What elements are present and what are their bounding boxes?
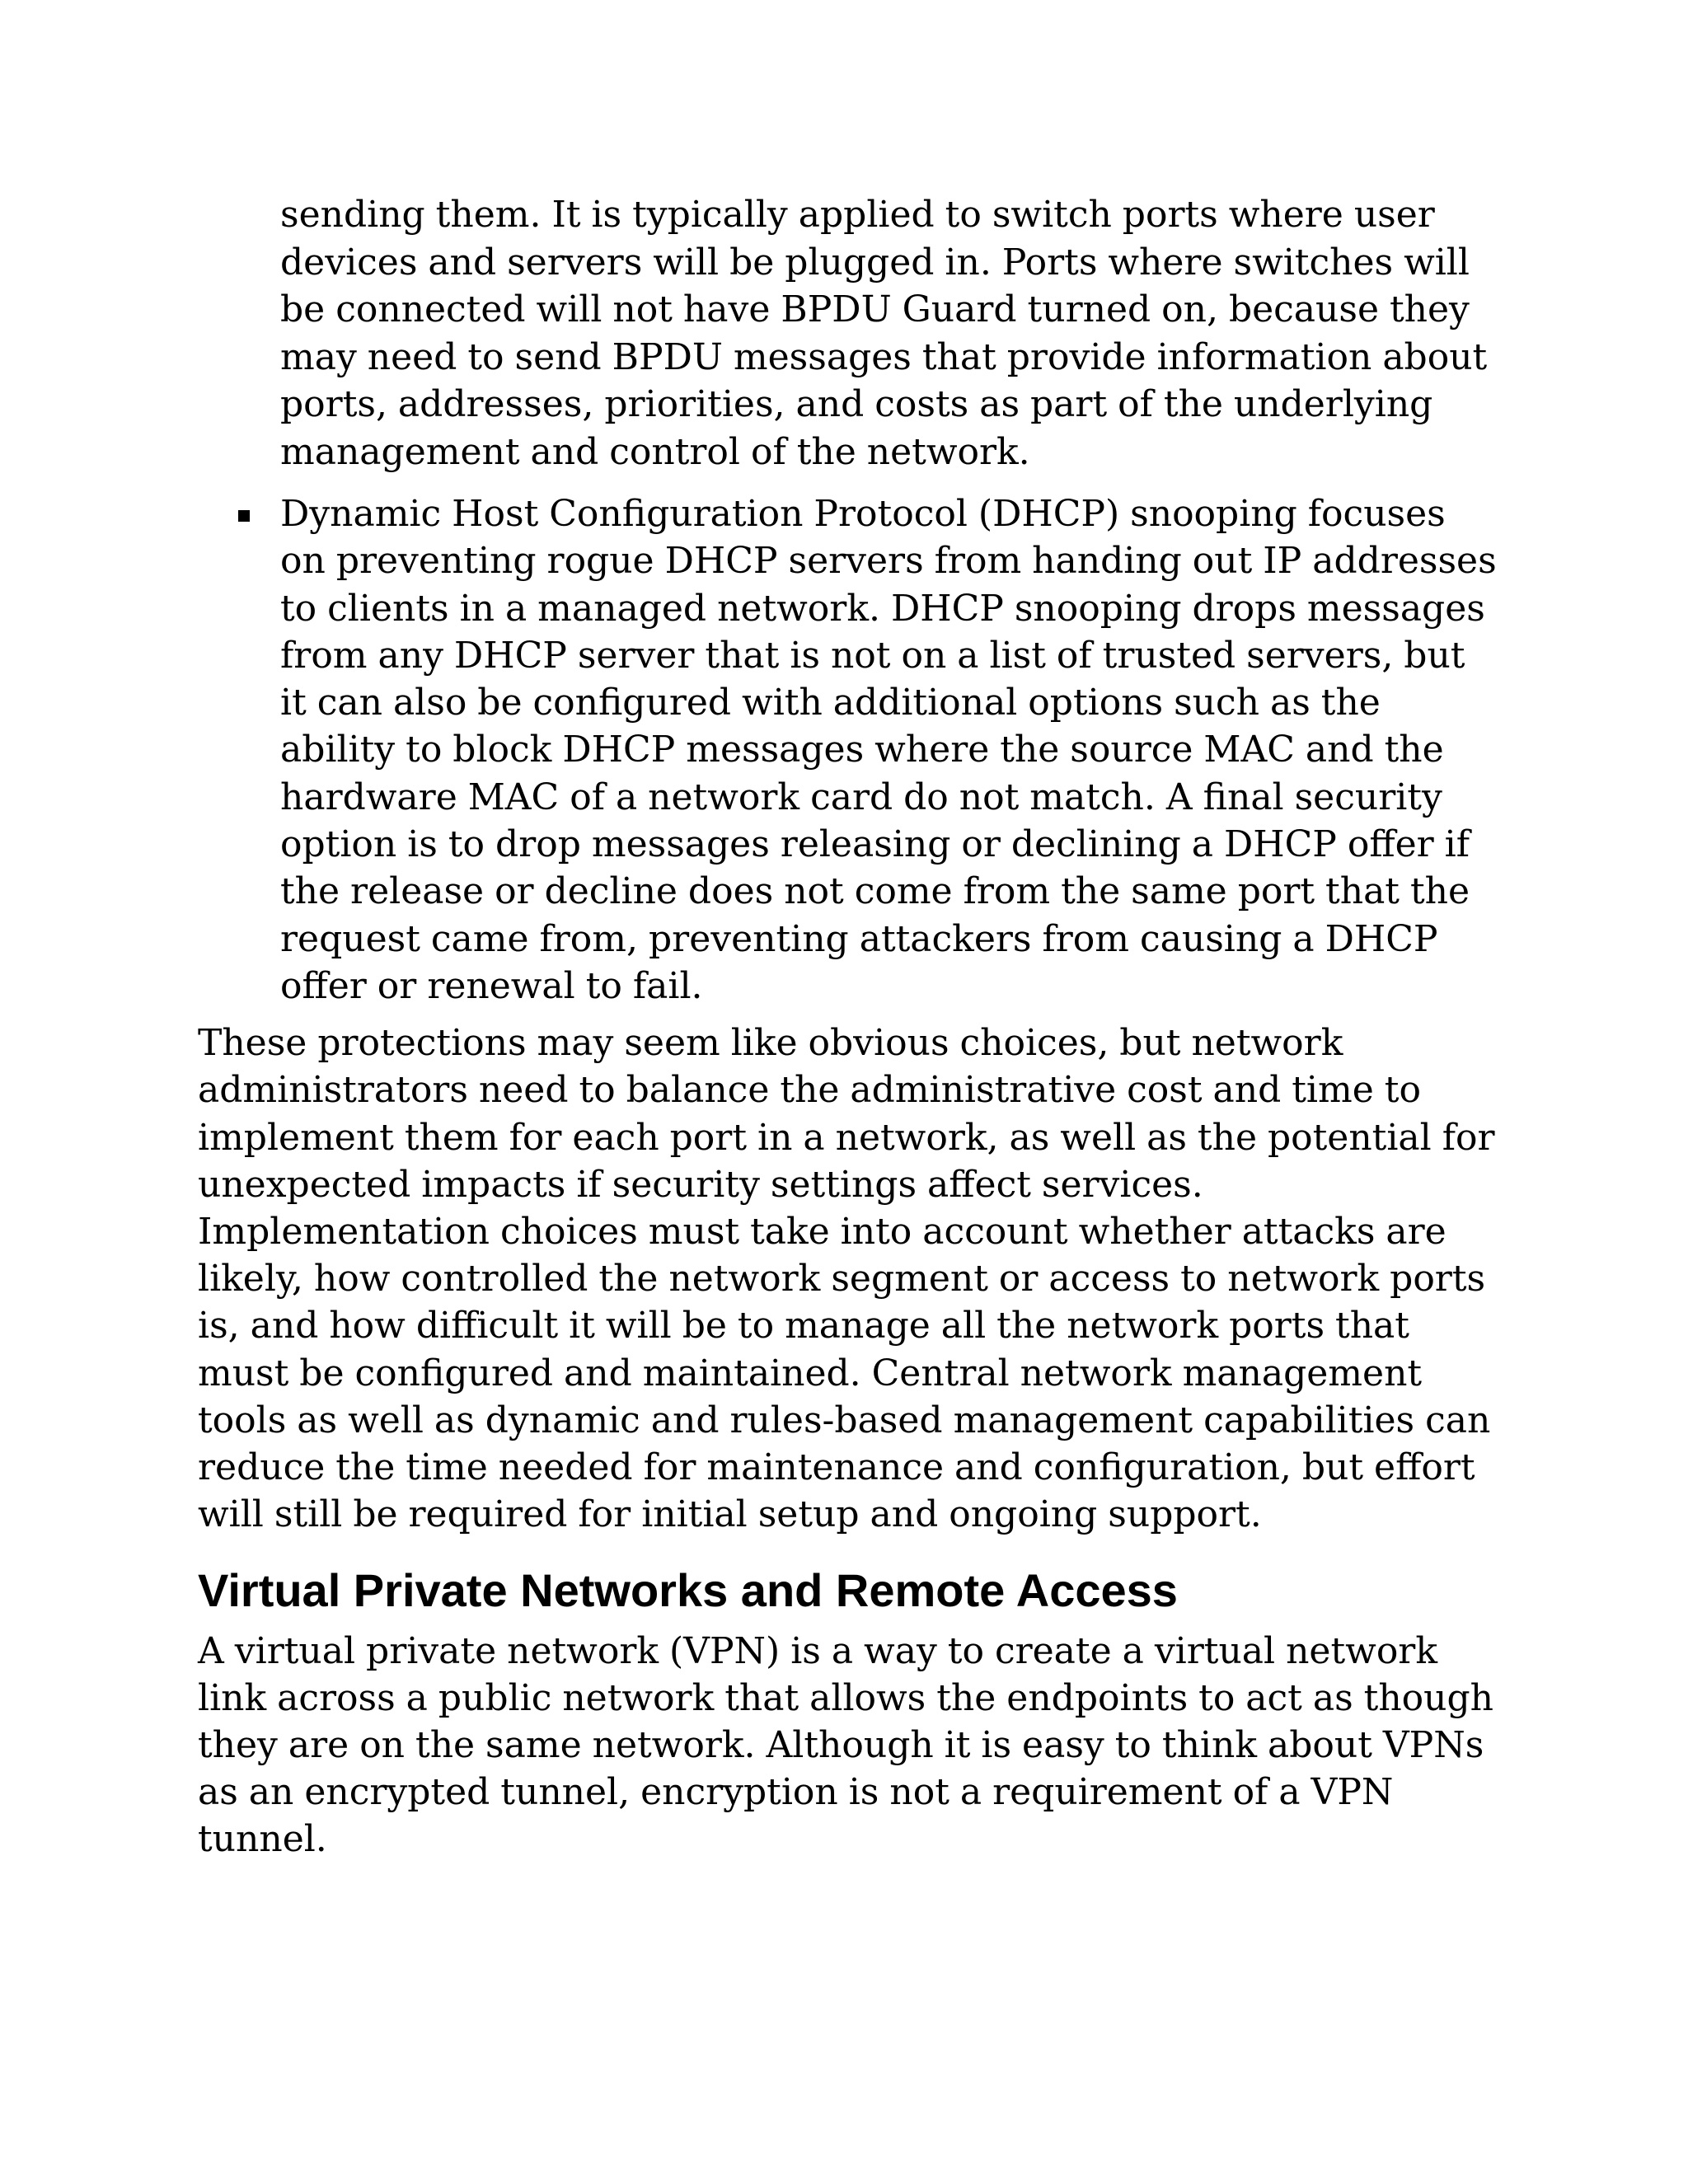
- list-item-text: Dynamic Host Configuration Protocol (DHCP) snooping focuses on preventing rogue DHCP servers from handing out IP addresses to clients in a managed network. DHCP snooping drops messages from any DHCP server that is not on a list of trusted servers, but it can also be configured with additional options such as the ability to block DHCP messages where the source MAC and the hardware MAC of a network card do not match. A final security option is to drop messages releasing or declining a DHCP offer if the release or decline does not come from the same port that the request came from, preventing attackers from causing a DHCP offer or renewal to fail.: [280, 493, 1497, 1007]
- body-paragraph: These protections may seem like obvious choices, but network administrators need to balance the administrative cost and time to implement them for each port in a network, as well as the potential for unexpected impacts if security settings affect services. Implementation choices must take into account whether attacks are likely, how controlled the network segment or access to network ports is, and how difficult it will be to manage all the network ports that must be configured and maintained. Central network management tools as well as dynamic and rules-based management capabilities can reduce the time needed for maintenance and configuration, but effort will still be required for initial setup and ongoing support.: [198, 1022, 1495, 1536]
- document-page: [198, 191, 1500, 1863]
- section-heading: Virtual Private Networks and Remote Access: [198, 1563, 1178, 1616]
- square-bullet-icon: [238, 510, 250, 522]
- bullet-list: [198, 490, 1500, 1010]
- list-item: [198, 490, 1500, 1010]
- body-paragraph: A virtual private network (VPN) is a way to create a virtual network link across a public network that allows the endpoints to act as though they are on the same network. Although it is easy to think about VPNs as an encrypted tunnel, encryption is not a requirement of a VPN tunnel.: [198, 1629, 1493, 1861]
- bullet-continuation-text: sending them. It is typically applied to switch ports where user devices and servers will be plugged in. Ports where switches will be connected will not have BPDU Guard turned on, because they may need to send BPDU messages that provide information about ports, addresses, priorities, and costs as part of the underlying management and control of the network.: [280, 194, 1488, 473]
